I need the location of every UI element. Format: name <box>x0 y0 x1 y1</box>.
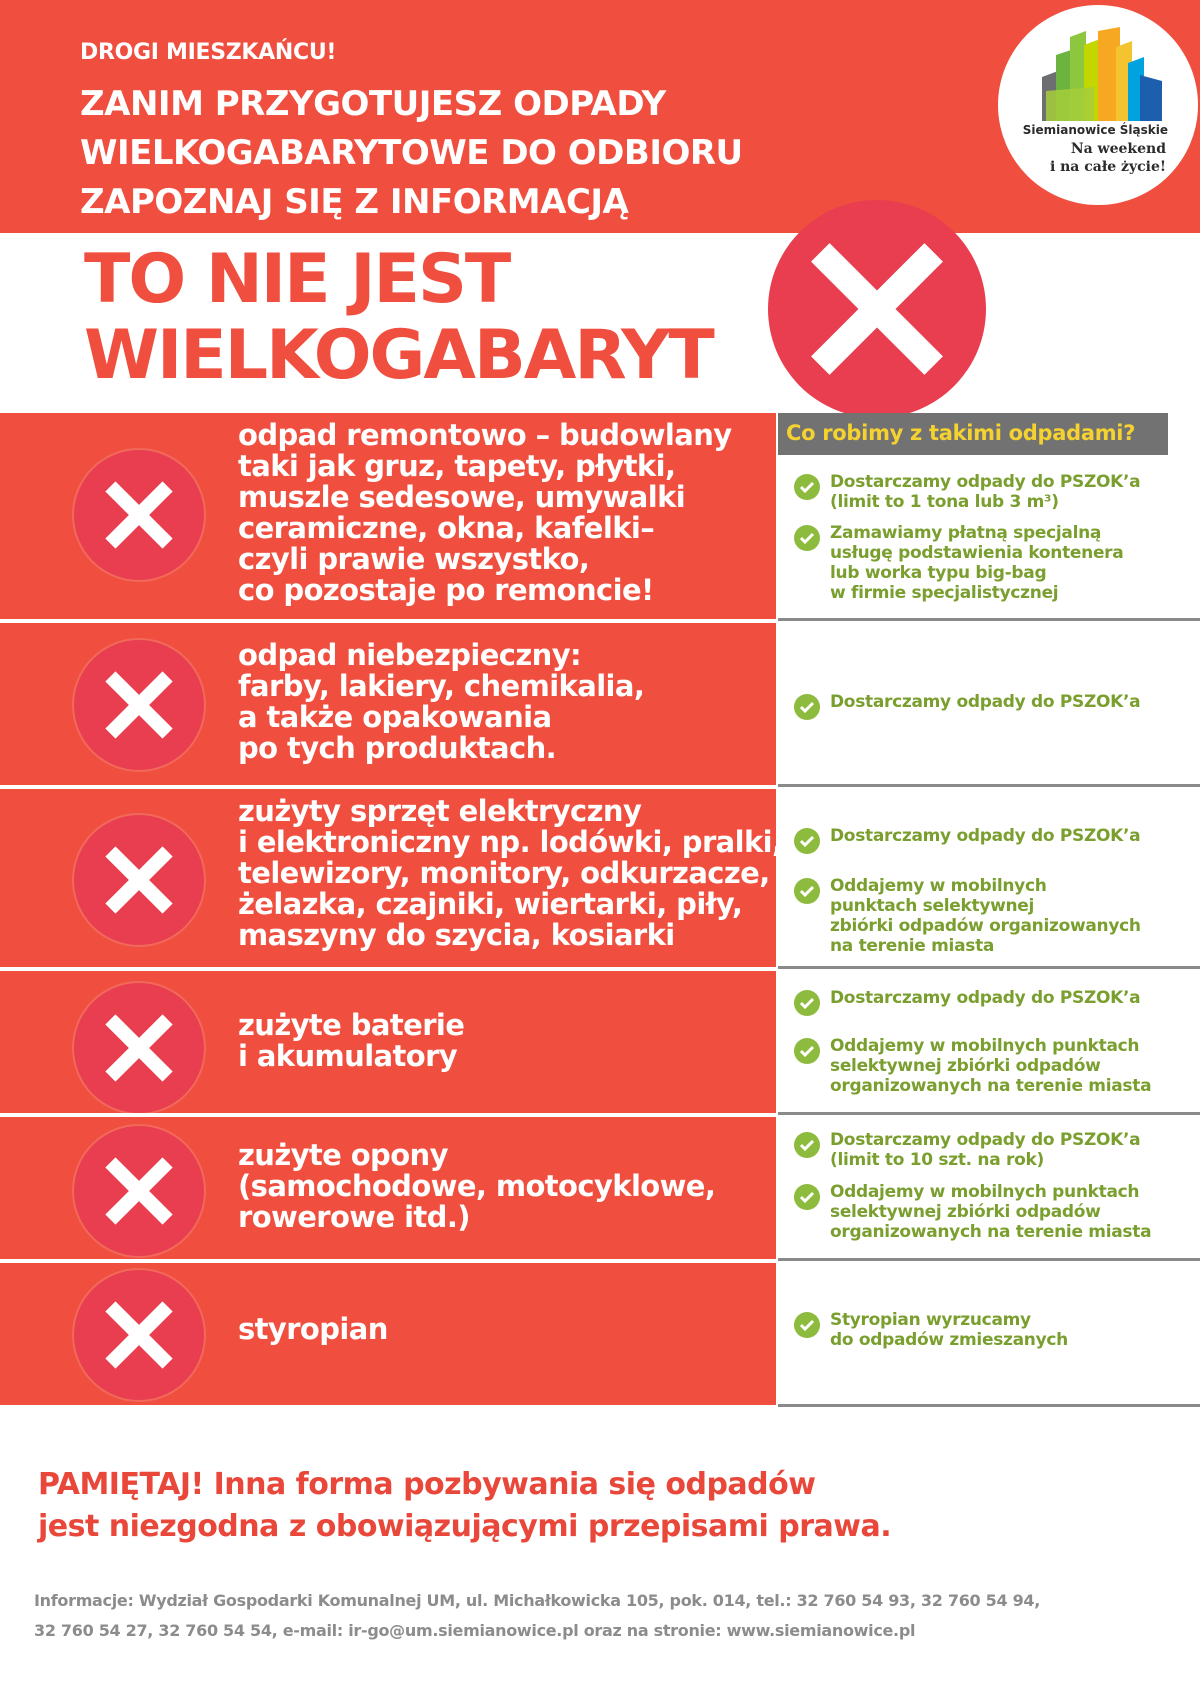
logo-slogan-line: i na całe życie! <box>1049 159 1166 175</box>
action-line: Dostarczamy odpady do PSZOK’a <box>830 826 1141 846</box>
intro-text <box>80 80 743 227</box>
intro-line: ZAPOZNAJ SIĘ Z INFORMACJĄ <box>80 182 629 222</box>
action-line: Dostarczamy odpady do PSZOK’a <box>830 988 1141 1008</box>
action-line: Styropian wyrzucamy <box>830 1310 1031 1330</box>
waste-description <box>238 796 782 951</box>
waste-description <box>238 420 732 606</box>
waste-line: odpad niebezpieczny: <box>238 638 582 672</box>
page-title <box>84 242 713 394</box>
logo-slogan-line: Na weekend <box>1070 141 1166 157</box>
x-icon <box>74 815 204 945</box>
x-icon <box>74 640 204 770</box>
waste-line: i elektroniczny np. lodówki, pralki, <box>238 825 783 859</box>
check-icon <box>794 1132 820 1158</box>
check-icon <box>794 1184 820 1210</box>
check-icon <box>794 1312 820 1338</box>
action-line: selektywnej zbiórki odpadów <box>830 1056 1101 1076</box>
waste-line: muszle sedesowe, umywalki <box>238 480 686 514</box>
x-icon <box>74 1126 204 1256</box>
check-icon <box>794 1038 820 1064</box>
waste-line: taki jak gruz, tapety, płytki, <box>238 449 676 483</box>
title-line: TO NIE JEST <box>84 240 510 319</box>
check-icon <box>794 990 820 1016</box>
action-line: Dostarczamy odpady do PSZOK’a <box>830 1130 1141 1150</box>
waste-line: (samochodowe, motocyklowe, <box>238 1169 716 1203</box>
title-line: WIELKOGABARYT <box>84 316 713 395</box>
reminder-line: PAMIĘTAJ! Inna forma pozbywania się odpadów <box>38 1467 816 1502</box>
check-icon <box>794 878 820 904</box>
action-line: Oddajemy w mobilnych punktach <box>830 1182 1140 1202</box>
actions-header-label: Co robimy z takimi odpadami? <box>786 421 1136 445</box>
action-line: selektywnej zbiórki odpadów <box>830 1202 1101 1222</box>
waste-line: żelazka, czajniki, wiertarki, piły, <box>238 887 743 921</box>
action-line: na terenie miasta <box>830 936 995 956</box>
waste-description <box>238 640 644 764</box>
waste-line: odpad remontowo – budowlany <box>238 418 732 452</box>
check-icon <box>794 525 820 551</box>
action-line: usługę podstawienia kontenera <box>830 543 1124 563</box>
x-icon <box>74 983 204 1113</box>
waste-line: ceramiczne, okna, kafelki– <box>238 511 655 545</box>
action-line: Oddajemy w mobilnych punktach <box>830 1036 1140 1056</box>
waste-line: rowerowe itd.) <box>238 1200 470 1234</box>
intro-line: WIELKOGABARYTOWE DO ODBIORU <box>80 133 743 173</box>
check-icon <box>794 694 820 720</box>
check-icon <box>794 474 820 500</box>
action-line: punktach selektywnej <box>830 896 1035 916</box>
city-skyline-icon <box>1034 27 1168 121</box>
action-line: Oddajemy w mobilnych <box>830 876 1047 896</box>
waste-description <box>238 1010 464 1072</box>
waste-line: czyli prawie wszystko, <box>238 542 590 576</box>
action-line: lub worka typu big-bag <box>830 563 1047 583</box>
city-logo <box>998 5 1198 205</box>
action-line: Zamawiamy płatną specjalną <box>830 523 1102 543</box>
waste-line: a także opakowania <box>238 700 552 734</box>
action-line: organizowanych na terenie miasta <box>830 1076 1152 1096</box>
reminder-text <box>38 1464 891 1548</box>
waste-description <box>238 1314 388 1345</box>
waste-line: zużyty sprzęt elektryczny <box>238 794 642 828</box>
x-icon <box>74 450 204 580</box>
action-line: zbiórki odpadów organizowanych <box>830 916 1141 936</box>
action-line: (limit to 1 tona lub 3 m³) <box>830 492 1059 512</box>
x-icon <box>74 1270 204 1400</box>
action-line: Dostarczamy odpady do PSZOK’a <box>830 692 1141 712</box>
actions-header <box>778 413 1168 455</box>
waste-line: farby, lakiery, chemikalia, <box>238 669 645 703</box>
waste-line: zużyte opony <box>238 1138 448 1172</box>
greeting: DROGI MIESZKAŃCU! <box>80 40 337 65</box>
action-line: w firmie specjalistycznej <box>830 583 1059 603</box>
check-icon <box>794 828 820 854</box>
intro-line: ZANIM PRZYGOTUJESZ ODPADY <box>80 84 666 124</box>
contact-line: Informacje: Wydział Gospodarki Komunalnej UM, ul. Michałkowicka 105, pok. 014, tel.: 32 760 54 93, 32 760 54 94, <box>34 1591 1041 1610</box>
waste-line: maszyny do szycia, kosiarki <box>238 918 675 952</box>
contact-line: 32 760 54 27, 32 760 54 54, e-mail: ir-go@um.siemianowice.pl oraz na stronie: www.siemianowice.pl <box>34 1621 916 1640</box>
waste-line: zużyte baterie <box>238 1008 465 1042</box>
action-line: Dostarczamy odpady do PSZOK’a <box>830 472 1141 492</box>
waste-line: po tych produktach. <box>238 731 557 765</box>
big-x-icon <box>768 200 986 418</box>
waste-line: co pozostaje po remoncie! <box>238 573 654 607</box>
waste-line: i akumulatory <box>238 1039 458 1073</box>
action-line: organizowanych na terenie miasta <box>830 1222 1152 1242</box>
waste-line: styropian <box>238 1312 388 1346</box>
action-line: do odpadów zmieszanych <box>830 1330 1068 1350</box>
action-line: (limit to 10 szt. na rok) <box>830 1150 1044 1170</box>
waste-description <box>238 1140 715 1233</box>
waste-line: telewizory, monitory, odkurzacze, <box>238 856 770 890</box>
contact-info <box>34 1586 1040 1646</box>
logo-city-name: Siemianowice Śląskie <box>1022 123 1168 137</box>
reminder-line: jest niezgodna z obowiązującymi przepisami prawa. <box>38 1509 892 1544</box>
logo-slogan <box>998 140 1198 176</box>
